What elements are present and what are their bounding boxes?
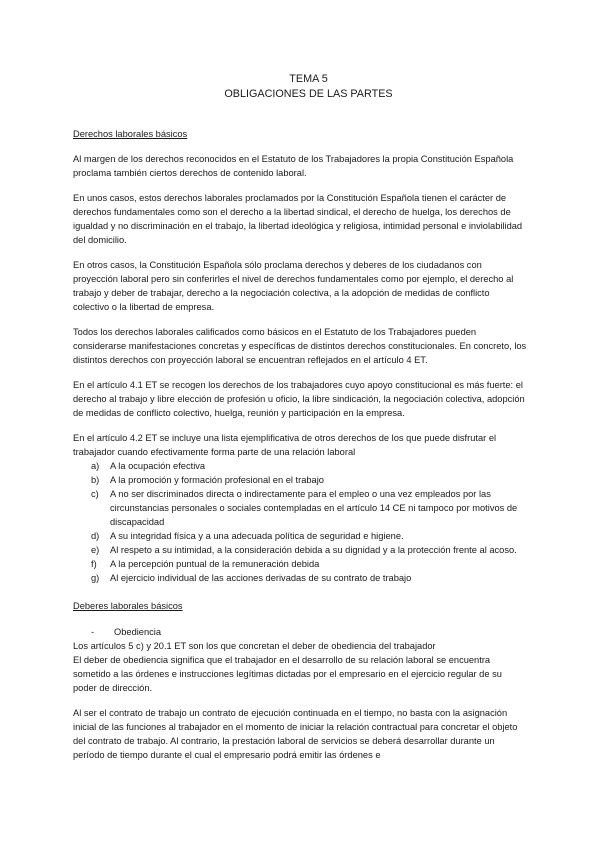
- list-item-text: Al ejercicio individual de las acciones derivadas de su contrato de trabajo: [110, 573, 412, 583]
- list-item-text: A la percepción puntual de la remuneración debida: [110, 559, 320, 569]
- paragraph: Todos los derechos laborales calificados como básicos en el Estatuto de los Trabajadores pueden considerarse manifestaciones concretas y específicas de distintos derechos constitucionales. En concreto, los distintos derechos con proyección laboral se encuentran reflejados en el artículo 4 ET.: [73, 327, 527, 365]
- list-item: [73, 571, 528, 585]
- title-line-1: TEMA 5: [289, 73, 328, 85]
- list-item: [73, 473, 528, 487]
- paragraph: Al ser el contrato de trabajo un contrato de ejecución continuada en el tiempo, no basta con la asignación inicial de las funciones al trabajador en el momento de iniciar la relación contractual para concretar el objeto del contrato de trabajo. Al contrario, la prestación laboral de servicios se deberá desarrollar durante un período de tiempo durante el cual el empresario podrá emitir las órdenes e: [73, 708, 518, 760]
- title-line-2: OBLIGACIONES DE LAS PARTES: [224, 88, 393, 100]
- paragraph: El deber de obediencia significa que el trabajador en el desarrollo de su relación laboral se encuentra sometido a las órdenes e instrucciones legítimas dictadas por el empresario en el ejercicio regular de su poder de dirección.: [73, 655, 502, 693]
- dash-marker: -: [91, 627, 95, 637]
- list-item-text: A no ser discriminados directa o indirectamente para el empleo o una vez empleados por las circunstancias personales o sociales contempladas en el artículo 14 CE ni tampoco por motivos de discapacidad: [110, 489, 518, 527]
- paragraph: En otros casos, la Constitución Española sólo proclama derechos y deberes de los ciudadanos con proyección laboral pero sin conferirles el nivel de derechos fundamentales como por ejemplo, el derecho al trabajo y deber de trabajar, derecho a la negociación colectiva, a la adopción de medidas de conflicto colectivo o la libertad de empresa.: [73, 260, 514, 312]
- list-item: [73, 459, 528, 473]
- list-marker: e): [91, 545, 100, 555]
- list-marker: a): [91, 461, 100, 471]
- list-item-text: Al respeto a su intimidad, a la consideración debida a su dignidad y a la protección frente al acoso.: [110, 545, 517, 555]
- paragraph: En unos casos, estos derechos laborales proclamados por la Constitución Española tienen el carácter de derechos fundamentales como son el derecho a la libertad sindical, el derecho de huelga, los derechos de igualdad y no discriminación en el trabajo, la libertad ideológica y religiosa, intimidad personal e inviolabilidad del domicilio.: [73, 193, 523, 245]
- list-item-text: A la ocupación efectiva: [110, 461, 206, 471]
- paragraph-line: Los artículos 5 c) y 20.1 ET son los que concretan el deber de obediencia del trabajador: [73, 641, 436, 651]
- list-item: [73, 487, 528, 529]
- list-marker: d): [91, 531, 100, 541]
- section-heading-deberes: Deberes laborales básicos: [73, 601, 183, 611]
- list-marker: g): [91, 573, 100, 583]
- rights-list: [73, 459, 528, 585]
- dash-item-text: Obediencia: [114, 627, 162, 637]
- list-item-text: A su integridad física y a una adecuada política de seguridad e higiene.: [110, 531, 404, 541]
- list-item: [73, 529, 528, 543]
- list-item: [73, 557, 528, 571]
- list-intro: En el artículo 4.2 ET se incluye una lista ejemplificativa de otros derechos de los que puede disfrutar el trabajador cuando efectivamente forma parte de una relación laboral: [73, 433, 497, 457]
- paragraph: En el artículo 4.1 ET se recogen los derechos de los trabajadores cuyo apoyo constitucional es más fuerte: el derecho al trabajo y libre elección de profesión u oficio, la libre sindicación, la negociación colectiva, adopción de medidas de conflicto colectivo, huelga, reunión y participación en la empresa.: [73, 380, 525, 418]
- list-marker: f): [91, 559, 97, 569]
- list-item: [73, 543, 528, 557]
- dash-item: [73, 625, 528, 639]
- section-heading-derechos: Derechos laborales básicos: [73, 129, 188, 139]
- list-marker: b): [91, 475, 100, 485]
- list-marker: c): [91, 489, 99, 499]
- document-title: [89, 72, 528, 102]
- list-item-text: A la promoción y formación profesional en el trabajo: [110, 475, 324, 485]
- paragraph: Al margen de los derechos reconocidos en el Estatuto de los Trabajadores la propia Constitución Española proclama también ciertos derechos de contenido laboral.: [73, 154, 514, 178]
